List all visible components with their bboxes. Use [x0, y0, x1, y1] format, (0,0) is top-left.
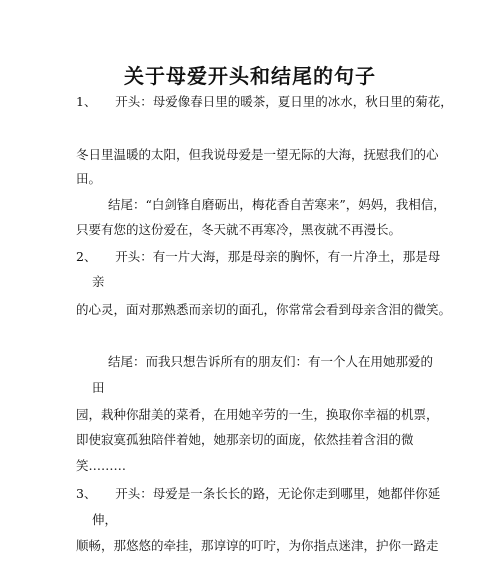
line-13-ending-2: 笑……… [76, 458, 127, 473]
line-5-ending-1: 只要有您的这份爱在，冬天就不再寒冷，黑夜就不再漫长。 [76, 222, 402, 237]
line-15-opening-3: 伸， [92, 512, 118, 527]
line-2-opening-1: 冬日里温暖的太阳，但我说母爱是一望无际的大海，抚慰我们的心 [76, 147, 439, 162]
line-8-opening-2: 的心灵，面对那熟悉而亲切的面孔，你常常会看到母亲含泪的微笑。 [76, 302, 452, 317]
line-10-ending-2: 田 [92, 380, 105, 395]
line-6-opening-2: 2、 开头：有一片大海，那是母亲的胸怀，有一片净土，那是母 [76, 249, 441, 264]
line-7-opening-2: 亲 [92, 274, 105, 289]
line-3-opening-1: 田。 [76, 171, 102, 186]
line-11-ending-2: 园，栽种你甜美的菜肴，在用她辛劳的一生，换取你幸福的机票， [76, 407, 439, 422]
line-9-ending-2: 结尾：而我只想告诉所有的朋友们：有一个人在用她那爱的 [108, 354, 434, 369]
line-4-ending-1: 结尾：“白剑锋自磨砺出，梅花香自苦寒来”，妈妈，我相信， [108, 197, 446, 212]
line-12-ending-2: 即使寂寞孤独陪伴着她，她那亲切的面庞，依然挂着含泪的微 [76, 432, 414, 447]
line-1-opening-1: 1、 开头：母爱像春日里的暖茶，夏日里的冰水，秋日里的菊花， [76, 94, 453, 109]
line-14-opening-3: 3、 开头：母爱是一条长长的路，无论你走到哪里，她都伴你延 [76, 486, 441, 501]
line-16-opening-3: 顺畅，那悠悠的牵挂，那谆谆的叮咛，为你指点迷津，护你一路走 [76, 538, 439, 553]
document-title: 关于母爱开头和结尾的句子 [124, 64, 376, 88]
